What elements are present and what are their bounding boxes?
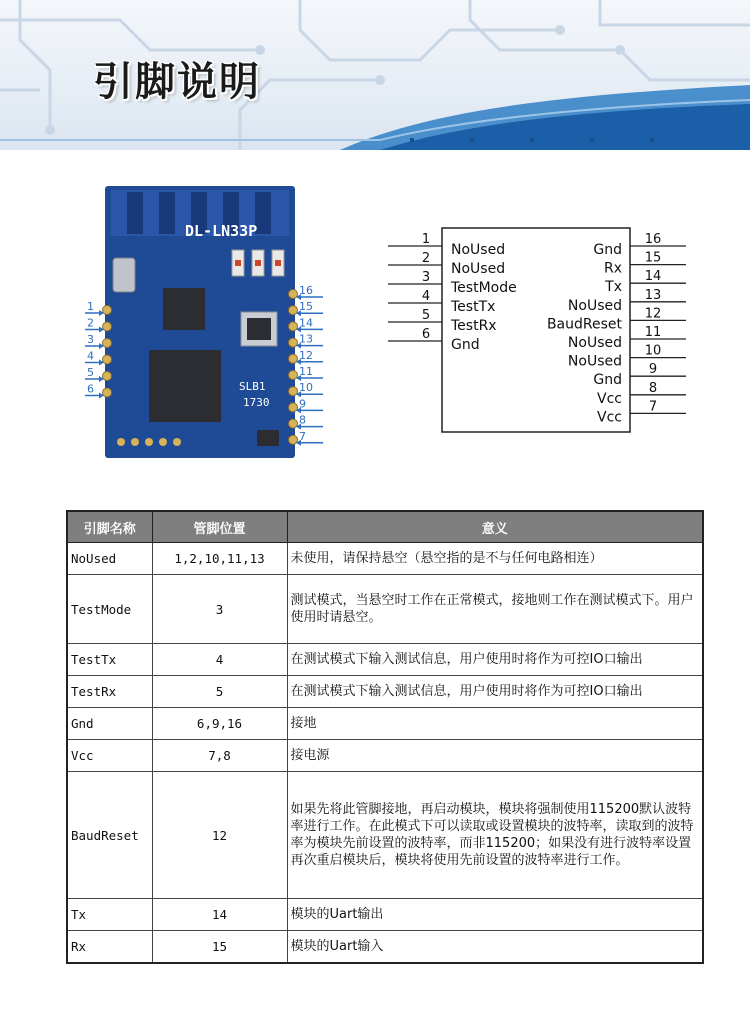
pin-number: 3	[421, 270, 431, 285]
pin-position: 3	[152, 575, 287, 644]
module-pin-number: 10	[299, 381, 313, 395]
chip-text-2: 1730	[243, 396, 270, 409]
pin-name: Vcc	[67, 740, 152, 772]
model-label: DL-LN33P	[185, 222, 258, 240]
table-header-row	[67, 511, 703, 543]
header-pin-position: 管脚位置	[152, 511, 287, 543]
pin-label: TestRx	[451, 318, 497, 334]
pin-number: 15	[644, 250, 662, 266]
module-pin-number: 4	[87, 349, 94, 363]
pin-number: 13	[644, 287, 662, 303]
pin-number: 16	[644, 232, 662, 247]
pin-label: TestMode	[451, 280, 517, 296]
pin-meaning: 未使用，请保持悬空（悬空指的是不与任何电路相连）	[287, 543, 703, 575]
table-row	[67, 931, 703, 963]
pin-label: NoUsed	[567, 297, 622, 314]
pin-name: Rx	[67, 931, 152, 963]
pin-meaning: 在测试模式下输入测试信息，用户使用时将作为可控IO口输出	[287, 676, 703, 708]
module-pin-number: 6	[87, 382, 94, 396]
pin-number: 4	[421, 289, 431, 304]
pin-position: 15	[152, 931, 287, 963]
pin-number: 8	[648, 380, 658, 396]
module-pin-number: 9	[299, 397, 306, 411]
pin-label: NoUsed	[451, 242, 506, 258]
pin-meaning: 测试模式，当悬空时工作在正常模式，接地则工作在测试模式下。用户使用时请悬空。	[287, 575, 703, 644]
pin-label: Gnd	[593, 372, 622, 389]
module-pin-number: 2	[87, 316, 94, 330]
module-pin-number: 16	[299, 284, 313, 297]
pin-label: BaudReset	[546, 316, 622, 333]
pin-number: 14	[644, 269, 662, 285]
pin-number: 5	[421, 308, 431, 323]
pin-name: TestRx	[67, 676, 152, 708]
module-pin-number: 11	[299, 365, 313, 378]
pin-meaning: 如果先将此管脚接地，再启动模块，模块将强制使用115200默认波特率进行工作。在此模式下可以读取或设置模块的波特率，读取到的波特率为模块先前设置的波特率，而非115200；如果没有进行波特率设置再次重启模块后，模块将使用先前设置的波特率进行工作。	[287, 772, 703, 899]
pin-number: 12	[644, 306, 662, 322]
pin-name: Tx	[67, 899, 152, 931]
page-title: 引脚说明	[93, 59, 261, 105]
pin-number: 11	[644, 325, 662, 340]
module-pin-number: 12	[299, 348, 313, 362]
pin-label: Rx	[603, 260, 622, 277]
module-pin-number: 1	[87, 300, 94, 313]
pin-label: NoUsed	[567, 353, 622, 370]
table-row	[67, 899, 703, 931]
pin-meaning: 在测试模式下输入测试信息，用户使用时将作为可控IO口输出	[287, 644, 703, 676]
pin-name: TestTx	[67, 644, 152, 676]
pin-label: Tx	[605, 279, 622, 296]
pin-label: Vcc	[597, 409, 622, 426]
pin-meaning: 接地	[287, 708, 703, 740]
module-pin-number: 13	[299, 332, 313, 346]
table-row	[67, 772, 703, 899]
table-row	[67, 676, 703, 708]
module-pin-number: 7	[299, 429, 306, 443]
pin-label: Vcc	[597, 390, 622, 407]
table-row	[67, 740, 703, 772]
pin-label: NoUsed	[567, 335, 622, 351]
pin-meaning: 接电源	[287, 740, 703, 772]
module-pin-number: 14	[299, 316, 313, 330]
pin-number: 10	[644, 343, 662, 359]
table-row	[67, 644, 703, 676]
table-row	[67, 575, 703, 644]
pin-position: 4	[152, 644, 287, 676]
pin-label: NoUsed	[451, 261, 506, 277]
pin-description-table	[66, 510, 704, 964]
pin-number: 1	[421, 232, 431, 247]
pin-label: Gnd	[451, 337, 480, 353]
pin-label: TestTx	[451, 299, 496, 315]
header-pin-name: 引脚名称	[67, 511, 152, 543]
main-chip	[149, 350, 221, 422]
pin-number: 7	[648, 399, 658, 415]
pin-name: Gnd	[67, 708, 152, 740]
pin-number: 9	[648, 362, 658, 378]
pin-position: 1,2,10,11,13	[152, 543, 287, 575]
pin-label: Gnd	[593, 242, 622, 258]
module-pin-number: 8	[299, 413, 306, 427]
pinout-diagram	[380, 222, 700, 442]
header-meaning: 意义	[287, 511, 703, 543]
pin-meaning: 模块的Uart输出	[287, 899, 703, 931]
chip-text-1: SLB1	[239, 380, 266, 393]
pin-meaning: 模块的Uart输入	[287, 931, 703, 963]
pin-number: 6	[421, 327, 431, 342]
table-row	[67, 708, 703, 740]
pin-position: 14	[152, 899, 287, 931]
pin-name: TestMode	[67, 575, 152, 644]
module-photo	[75, 180, 335, 470]
pin-position: 12	[152, 772, 287, 899]
pin-position: 7,8	[152, 740, 287, 772]
module-pin-number: 5	[87, 366, 94, 379]
module-pin-number: 15	[299, 300, 313, 314]
pin-name: NoUsed	[67, 543, 152, 575]
pin-position: 5	[152, 676, 287, 708]
module-pin-number: 3	[87, 333, 94, 346]
pin-name: BaudReset	[67, 772, 152, 899]
pin-position: 6,9,16	[152, 708, 287, 740]
pin-number: 2	[421, 251, 431, 266]
header-banner	[0, 0, 750, 150]
table-row	[67, 543, 703, 575]
